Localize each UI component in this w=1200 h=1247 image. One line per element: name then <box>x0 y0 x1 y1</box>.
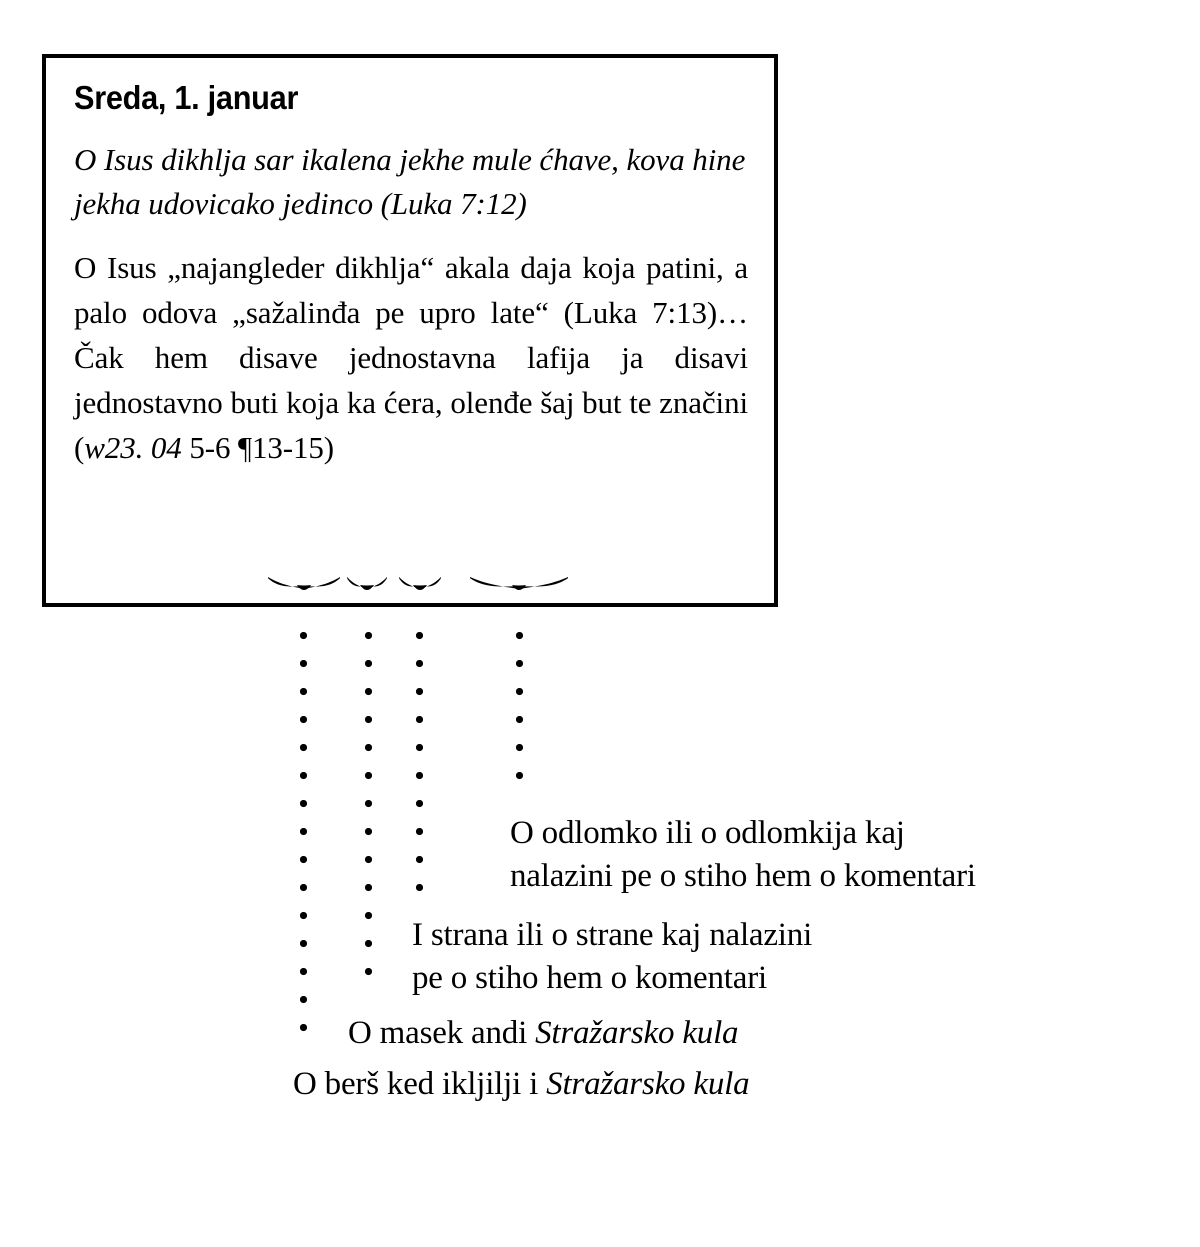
scripture-reference: Luka 7:12 <box>390 185 517 221</box>
callout-paragraph-line2: nalazini pe o stiho hem o komentari <box>510 857 976 894</box>
callout-paragraph-line1: O odlomko ili o odlomkija kaj <box>510 815 905 851</box>
callout-year-prefix: O berš ked ikljilji i <box>293 1066 547 1102</box>
commentary-text: O Isus „najangleder dikhlja“ akala daja koja patini, a palo odova „sažalinđa pe upro late“ (Luka 7:13)… Čak hem disave jednostavna lafija ja disavi jednostavno buti koja ka ćera, olenđe šaj but te značini ( <box>74 250 748 466</box>
page-title: Sreda, 1. januar <box>74 79 299 116</box>
daily-text-card-inner <box>46 58 774 471</box>
commentary-paragraph <box>74 246 748 471</box>
scripture-quote <box>74 138 748 227</box>
leader-page <box>416 632 423 894</box>
callout-page-line2: pe o stiho hem o komentari <box>412 959 767 996</box>
leader-paragraph <box>516 632 523 796</box>
leader-year <box>300 632 307 1044</box>
scripture-text: O Isus dikhlja sar ikalena jekhe mule ćhave, kova hine jekha udovicako jedinco ( <box>74 141 746 221</box>
citation-publication: w23. 04 <box>84 430 182 466</box>
callout-page-line1: I strana ili o strane kaj nalazini <box>412 917 813 953</box>
scripture-close-paren: ) <box>516 185 527 221</box>
callout-paragraph <box>510 812 976 898</box>
callout-month-publication: Stražarsko kula <box>535 1015 739 1051</box>
callout-month <box>348 1012 738 1055</box>
callout-year <box>293 1063 749 1106</box>
callout-month-prefix: O masek andi <box>348 1015 536 1051</box>
callout-page <box>412 914 812 1000</box>
callout-year-publication: Stražarsko kula <box>546 1066 750 1102</box>
leader-month <box>365 632 372 992</box>
daily-text-card <box>42 54 778 607</box>
citation-locators: 5-6 ¶13-15) <box>181 430 335 466</box>
